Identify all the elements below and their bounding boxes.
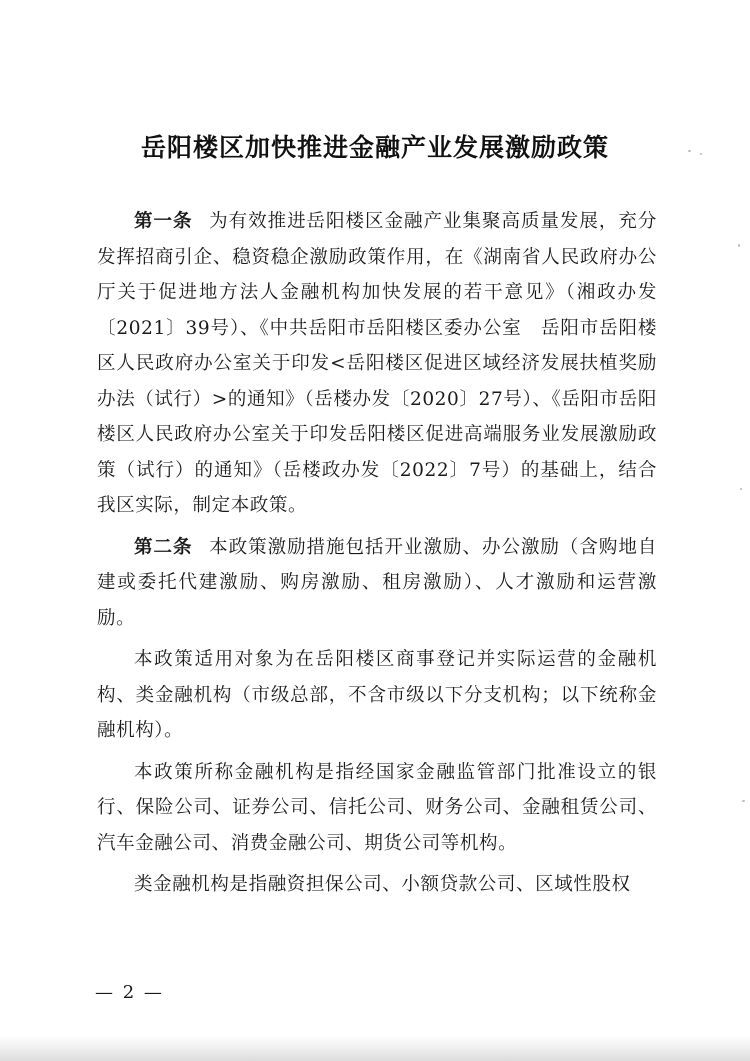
quasi-financial-definition-text: 类金融机构是指融资担保公司、小额贷款公司、区域性股权 bbox=[134, 874, 631, 895]
article-1-label: 第一条 bbox=[134, 211, 193, 232]
quasi-financial-definition-paragraph bbox=[97, 867, 657, 903]
scan-speck bbox=[742, 800, 745, 802]
scope-text: 本政策适用对象为在岳阳楼区商事登记并实际运营的金融机构、类金融机构（市级总部，不含市级以下分支机构；以下统称金融机构）。 bbox=[97, 649, 657, 741]
scan-bottom-edge bbox=[0, 1035, 750, 1061]
article-1-text: 为有效推进岳阳楼区金融产业集聚高质量发展，充分发挥招商引企、稳资稳企激励政策作用，在《湖南省人民政府办公厅关于促进地方法人金融机构加快发展的若干意见》（湘政办发〔2021〕39号）、《中共岳阳市岳阳楼区委办公室 岳阳市岳阳楼区人民政府办公室关于印发<岳阳楼区促进区域经济发展扶植奖励办法（试行）>的通知》（岳楼办发〔2020〕27号）、《岳阳市岳阳楼区人民政府办公室关于印发岳阳楼区促进高端服务业发展激励政策（试行）的通知》（岳楼政办发〔2022〕7号）的基础上，结合我区实际，制定本政策。 bbox=[97, 211, 657, 516]
document-body bbox=[97, 204, 657, 903]
scan-speck bbox=[688, 150, 691, 152]
scan-speck bbox=[700, 153, 702, 155]
financial-institution-definition-paragraph bbox=[97, 755, 657, 862]
scan-speck bbox=[738, 244, 740, 247]
scope-paragraph bbox=[97, 642, 657, 749]
financial-institution-definition-text: 本政策所称金融机构是指经国家金融监管部门批准设立的银行、保险公司、证券公司、信托公司、财务公司、金融租赁公司、汽车金融公司、消费金融公司、期货公司等机构。 bbox=[97, 761, 657, 854]
article-2-paragraph bbox=[97, 530, 657, 637]
page-number: — 2 — bbox=[95, 982, 164, 1003]
scan-speck bbox=[740, 488, 742, 490]
article-2-text: 本政策激励措施包括开业激励、办公激励（含购地自建或委托代建激励、购房激励、租房激励）、人才激励和运营激励。 bbox=[97, 536, 657, 629]
document-title: 岳阳楼区加快推进金融产业发展激励政策 bbox=[140, 133, 609, 162]
article-1-paragraph bbox=[97, 204, 657, 524]
article-2-label: 第二条 bbox=[134, 536, 193, 558]
